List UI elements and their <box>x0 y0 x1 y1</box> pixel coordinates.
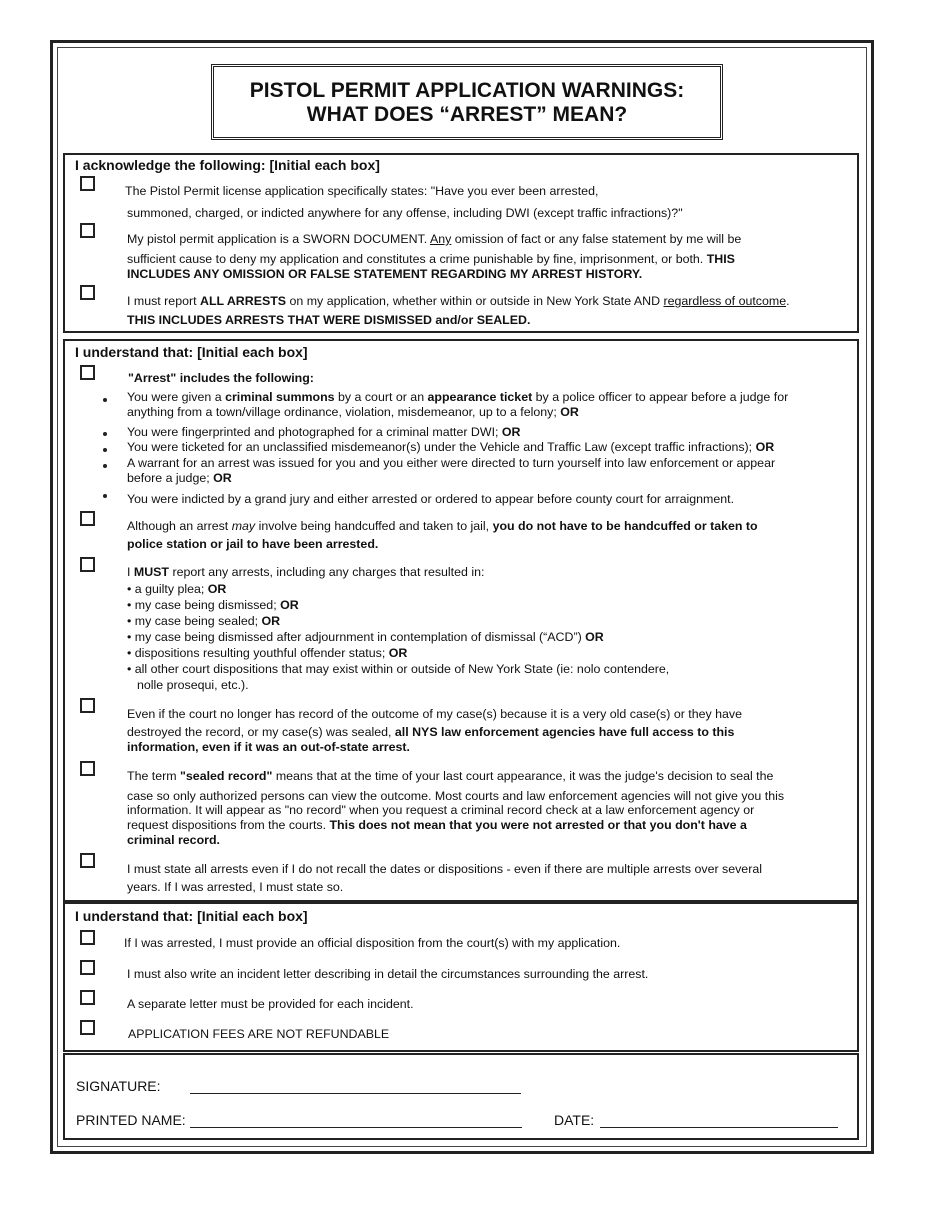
arrest-bullet-2: You were fingerprinted and photographed for a criminal matter DWI; OR <box>127 425 521 439</box>
initial-checkbox-3[interactable] <box>80 285 95 300</box>
initial-checkbox-2[interactable] <box>80 223 95 238</box>
initial-checkbox-11[interactable] <box>80 960 95 975</box>
title-box <box>211 64 723 140</box>
arrest-bullet-1-line-1: You were given a criminal summons by a court or an appearance ticket by a police officer to appear before a judge for <box>127 390 789 404</box>
arrest-bullet-5: You were indicted by a grand jury and either arrested or ordered to appear before county court for arraignment. <box>127 492 735 506</box>
state-line-2: years. If I was arrested, I must state so. <box>127 880 344 894</box>
state-line-1: I must state all arrests even if I do not recall the dates or dispositions - even if there are multiple arrests over several <box>127 862 762 876</box>
ack-2-line-2: sufficient cause to deny my application and constitutes a crime punishable by fine, imprisonment, or both. THIS <box>127 252 735 266</box>
initial-checkbox-12[interactable] <box>80 990 95 1005</box>
initial-checkbox-8[interactable] <box>80 761 95 776</box>
ack-3-line-2: THIS INCLUDES ARRESTS THAT WERE DISMISSED and/or SEALED. <box>127 313 531 327</box>
must-report-item-6-cont: nolle prosequi, etc.). <box>137 678 249 692</box>
record-line-1: Even if the court no longer has record of the outcome of my case(s) because it is a very old case(s) or they have <box>127 707 743 721</box>
must-report-intro: I MUST report any arrests, including any charges that resulted in: <box>127 565 485 579</box>
initial-checkbox-1[interactable] <box>80 176 95 191</box>
ack-1-line-1: The Pistol Permit license application specifically states: "Have you ever been arrested, <box>125 184 599 198</box>
arrest-bullet-1-line-2: anything from a town/village ordinance, violation, misdemeanor, up to a felony; OR <box>127 405 579 419</box>
signature-label: SIGNATURE: <box>76 1078 161 1094</box>
handcuff-line-2: police station or jail to have been arrested. <box>127 537 379 551</box>
sealed-line-2: case so only authorized persons can view the outcome. Most courts and law enforcement agencies will not give you this <box>127 789 785 803</box>
handcuff-line-1: Although an arrest may involve being handcuffed and taken to jail, you do not have to be handcuffed or taken to <box>127 519 758 533</box>
initial-checkbox-7[interactable] <box>80 698 95 713</box>
title-line-1: PISTOL PERMIT APPLICATION WARNINGS: <box>249 79 685 102</box>
disposition-text: If I was arrested, I must provide an official disposition from the court(s) with my application. <box>124 936 621 950</box>
must-report-item-6: • all other court dispositions that may exist within or outside of New York State (ie: nolo contendere, <box>127 662 670 676</box>
signature-line[interactable] <box>190 1093 521 1094</box>
printed-name-line[interactable] <box>190 1127 522 1128</box>
bullet-dot <box>103 432 107 436</box>
sealed-line-4: request dispositions from the courts. This does not mean that you were not arrested or that you don't have a <box>127 818 747 832</box>
initial-checkbox-9[interactable] <box>80 853 95 868</box>
ack-2-line-3: INCLUDES ANY OMISSION OR FALSE STATEMENT REGARDING MY ARREST HISTORY. <box>127 267 643 281</box>
incident-letter-text: I must also write an incident letter describing in detail the circumstances surrounding the arrest. <box>127 967 649 981</box>
section-acknowledge-heading: I acknowledge the following: [Initial each box] <box>75 157 380 173</box>
sealed-line-3: information. It will appear as "no record" when you request a criminal record check at a law enforcement agency or <box>127 803 755 817</box>
bullet-dot <box>103 398 107 402</box>
sealed-line-1: The term "sealed record" means that at the time of your last court appearance, it was the judge's decision to seal the <box>127 769 774 783</box>
section-understand-1-heading: I understand that: [Initial each box] <box>75 344 308 360</box>
arrest-bullet-4-line-2: before a judge; OR <box>127 471 232 485</box>
bullet-dot <box>103 448 107 452</box>
record-line-2: destroyed the record, or my case(s) was sealed, all NYS law enforcement agencies have full access to this <box>127 725 735 739</box>
fees-text: APPLICATION FEES ARE NOT REFUNDABLE <box>128 1027 390 1041</box>
arrest-bullet-4-line-1: A warrant for an arrest was issued for you and you either were directed to turn yourself into law enforcement or appear <box>127 456 776 470</box>
separate-letter-text: A separate letter must be provided for each incident. <box>127 997 414 1011</box>
initial-checkbox-5[interactable] <box>80 511 95 526</box>
ack-3-line-1: I must report ALL ARRESTS on my application, whether within or outside in New York State AND regardless of outcome. <box>127 294 790 308</box>
arrest-includes-heading: "Arrest" includes the following: <box>128 371 314 385</box>
must-report-item-5: • dispositions resulting youthful offender status; OR <box>127 646 408 660</box>
sealed-line-5: criminal record. <box>127 833 220 847</box>
arrest-bullet-3: You were ticketed for an unclassified misdemeanor(s) under the Vehicle and Traffic Law (except traffic infractions); OR <box>127 440 775 454</box>
section-understand-2-heading: I understand that: [Initial each box] <box>75 908 308 924</box>
initial-checkbox-13[interactable] <box>80 1020 95 1035</box>
date-label: DATE: <box>554 1112 595 1128</box>
record-line-3: information, even if it was an out-of-state arrest. <box>127 740 410 754</box>
must-report-item-3: • my case being sealed; OR <box>127 614 281 628</box>
ack-2-line-1: My pistol permit application is a SWORN DOCUMENT. Any omission of fact or any false statement by me will be <box>127 232 742 246</box>
printed-name-label: PRINTED NAME: <box>76 1112 186 1128</box>
bullet-dot <box>103 494 107 498</box>
initial-checkbox-6[interactable] <box>80 557 95 572</box>
initial-checkbox-4[interactable] <box>80 365 95 380</box>
title-line-2: WHAT DOES “ARREST” MEAN? <box>306 103 628 126</box>
must-report-item-1: • a guilty plea; OR <box>127 582 227 596</box>
must-report-item-4: • my case being dismissed after adjournment in contemplation of dismissal (“ACD”) OR <box>127 630 604 644</box>
must-report-item-2: • my case being dismissed; OR <box>127 598 299 612</box>
bullet-dot <box>103 464 107 468</box>
date-line[interactable] <box>600 1127 838 1128</box>
ack-1-line-2: summoned, charged, or indicted anywhere for any offense, including DWI (except traffic infractions)?" <box>127 206 683 220</box>
initial-checkbox-10[interactable] <box>80 930 95 945</box>
